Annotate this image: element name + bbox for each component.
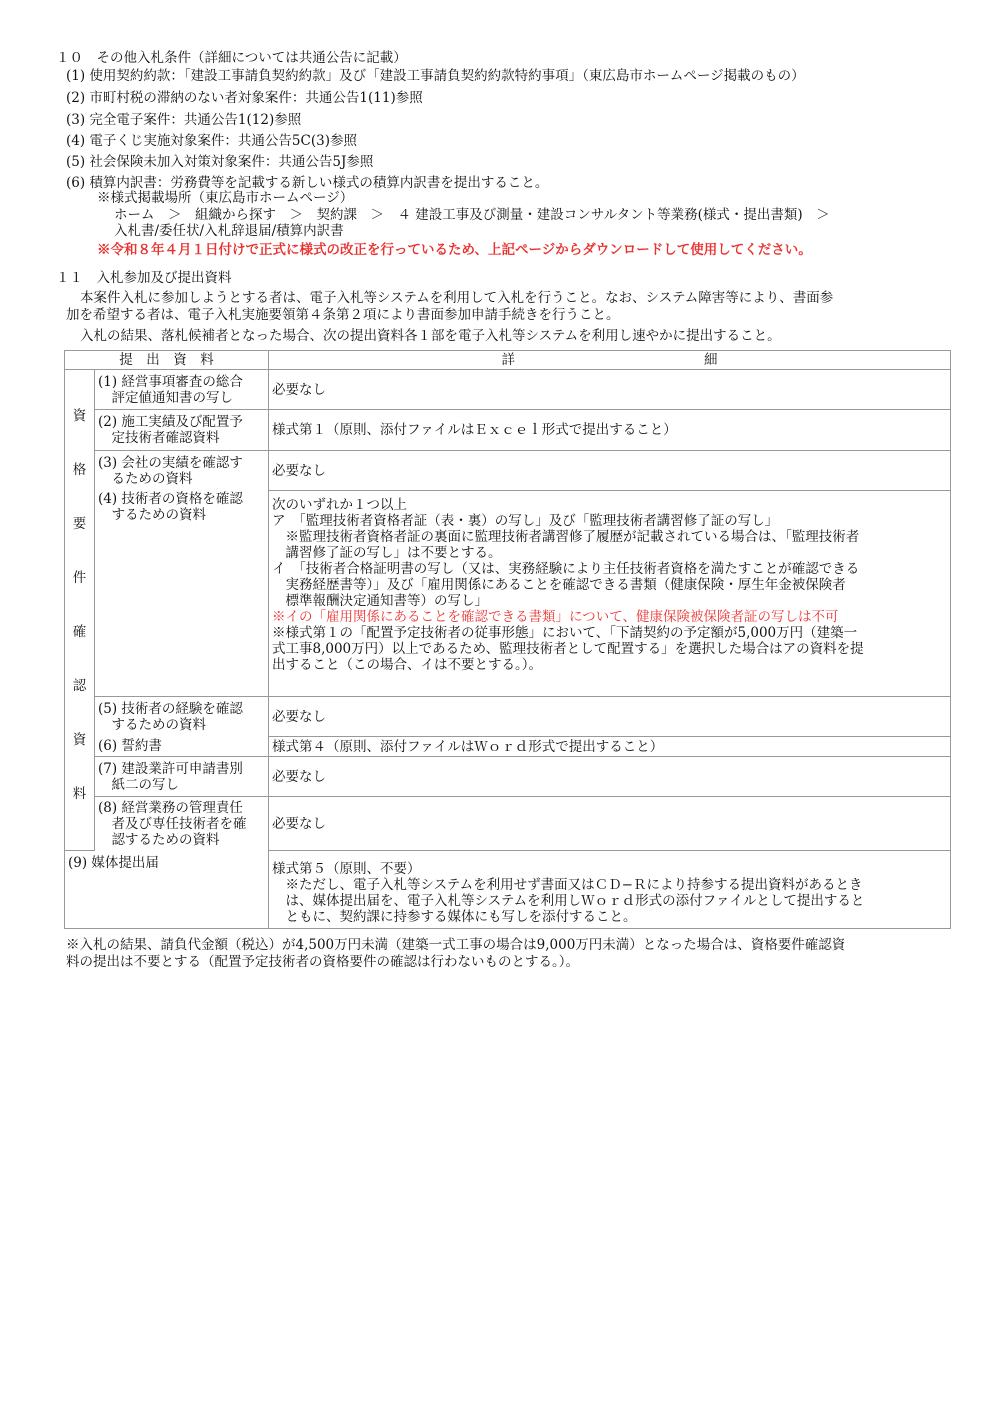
section-10-item-4: (4) 電子くじ実施対象案件：共通公告5C(3)参照 [66,133,357,149]
material-name: (7) 建設業許可申請書別 紙二の写し [95,757,269,797]
revision-warning: ※令和８年４月１日付けで正式に様式の改正を行っているため、上記ページからダウンロードして使用してください。 [97,242,812,258]
section-10-item-2: (2) 市町村税の滞納のない者対象案件：共通公告1(11)参照 [66,90,423,106]
template-location-note: ※様式掲載場所（東広島市ホームページ） [97,190,354,206]
category-char: 格 [72,462,87,478]
section-10-item-1: (1) 使用契約約款：「建設工事請負契約約款」及び「建設工事請負契約約款特約事項」（東広島市ホームページ掲載のもの） [66,68,805,84]
detail-line: ア 「監理技術者資格者証（表・裏）の写し」及び「監理技術者講習修了証の写し」 [272,513,779,529]
qualification-category-cell [65,370,95,851]
section-11-paragraph-1: 本案件入札に参加しようとする者は、電子入札等システムを利用して入札を行うこと。なお、システム障害等により、書面参 [80,290,834,306]
category-char: 資 [72,408,87,424]
submission-materials-table [64,350,951,929]
header-detail: 詳 細 [269,351,951,370]
category-char: 認 [72,678,87,694]
detail-line: 標準報酬決定通知書等）の写し」 [272,593,488,609]
material-name: (8) 経営業務の管理責任 者及び専任技術者を確 認するための資料 [95,797,269,851]
material-detail: 必要なし [269,757,951,797]
detail-line: ※様式第１の「配置予定技術者の従事形態」において、「下請契約の予定額が5,000万円（建築一 [272,625,858,641]
category-char: 件 [72,570,87,586]
category-char: 確 [72,624,87,640]
technician-qualification-detail [269,491,951,697]
table-footnote: ※入札の結果、請負代金額（税込）が4,500万円未満（建築一式工事の場合は9,000万円未満）となった場合は、資格要件確認資 [66,937,846,953]
material-name: (2) 施工実績及び配置予 定技術者確認資料 [95,410,269,451]
material-name: (3) 会社の実績を確認す るための資料 [95,451,269,491]
table-row [65,797,951,851]
material-detail: 必要なし [269,451,951,491]
detail-line: イ 「技術者合格証明書の写し（又は、実務経験により主任技術者資格を満たすことが確認できる [272,561,860,577]
detail-line: 講習修了証の写し」は不要とする。 [272,545,502,561]
section-11-paragraph-2: 入札の結果、落札候補者となった場合、次の提出資料各１部を電子入札等システムを利用し速やかに提出すること。 [80,328,781,344]
category-char: 料 [72,786,87,802]
section-11-paragraph-1-continued: 加を希望する者は、電子入札実施要領第４条第２項により書面参加申請手続きを行うこと。 [66,307,620,323]
detail-line: ※監理技術者資格者証の裏面に監理技術者講習修了履歴が記載されている場合は、「監理技術者 [272,529,860,545]
table-row [65,757,951,797]
material-name: (1) 経営事項審査の総合 評定値通知書の写し [95,370,269,410]
section-11-heading: １１ 入札参加及び提出資料 [56,270,232,286]
template-navigation-path: ホーム ＞ 組織から探す ＞ 契約課 ＞ ４ 建設工事及び測量・建設コンサルタント等業務(様式・提出書類) ＞ [114,207,830,223]
material-detail: 様式第１（原則、添付ファイルはＥｘｃｅｌ形式で提出すること） [269,410,951,451]
table-row [65,410,951,451]
material-name: (5) 技術者の経験を確認 するための資料 [95,697,269,737]
section-10-item-6: (6) 積算内訳書：労務費等を記載する新しい様式の積算内訳書を提出すること。 [66,175,549,191]
material-name: (9) 媒体提出届 [65,851,269,929]
table-row [65,451,951,491]
table-row [65,697,951,737]
table-row [65,370,951,410]
material-name: (6) 誓約書 [95,737,269,757]
header-material: 提 出 資 料 [65,351,269,370]
material-detail: 必要なし [269,697,951,737]
category-char: 要 [72,516,87,532]
material-detail: 必要なし [269,797,951,851]
material-detail: 様式第４（原則、添付ファイルはＷｏｒｄ形式で提出すること） [269,737,951,757]
section-10-heading: １０ その他入札条件（詳細については共通公告に記載） [56,50,407,66]
detail-line: 様式第５（原則、不要） [272,861,421,877]
detail-line: 実務経歴書等）」及び「雇用関係にあることを確認できる書類（健康保険・厚生年金被保険者 [272,577,846,593]
category-char: 資 [72,732,87,748]
table-row [65,491,951,697]
detail-line: ※ただし、電子入札等システムを利用せず書面又はＣＤ−Ｒにより持参する提出資料があるとき [272,877,863,893]
detail-line: ともに、契約課に持参する媒体にも写しを添付すること。 [272,909,637,925]
material-detail: 必要なし [269,370,951,410]
detail-line: 式工事8,000万円）以上であるため、監理技術者として配置する」を選択した場合はアの資料を提 [272,641,864,657]
table-footnote-continued: 料の提出は不要とする（配置予定技術者の資格要件の確認は行わないものとする。）。 [66,954,579,970]
section-10-item-5: (5) 社会保険未加入対策対象案件：共通公告5J参照 [66,154,374,170]
detail-line: 次のいずれか１つ以上 [272,497,407,513]
table-row [65,737,951,757]
template-navigation-path-continued: 入札書/委任状/入札辞退届/積算内訳書 [114,223,344,239]
media-submission-detail [269,851,951,929]
detail-line: は、媒体提出届を、電子入札等システムを利用しＷｏｒｄ形式の添付ファイルとして提出すると [272,893,865,909]
section-10-item-3: (3) 完全電子案件：共通公告1(12)参照 [66,112,302,128]
detail-warning-line: ※イの「雇用関係にあることを確認できる書類」について、健康保険被保険者証の写しは不可 [272,609,839,625]
table-row [65,851,951,929]
detail-line: 出すること（この場合、イは不要とする。）。 [272,657,542,673]
material-name: (4) 技術者の資格を確認 するための資料 [95,491,269,697]
table-header-row [65,351,951,370]
